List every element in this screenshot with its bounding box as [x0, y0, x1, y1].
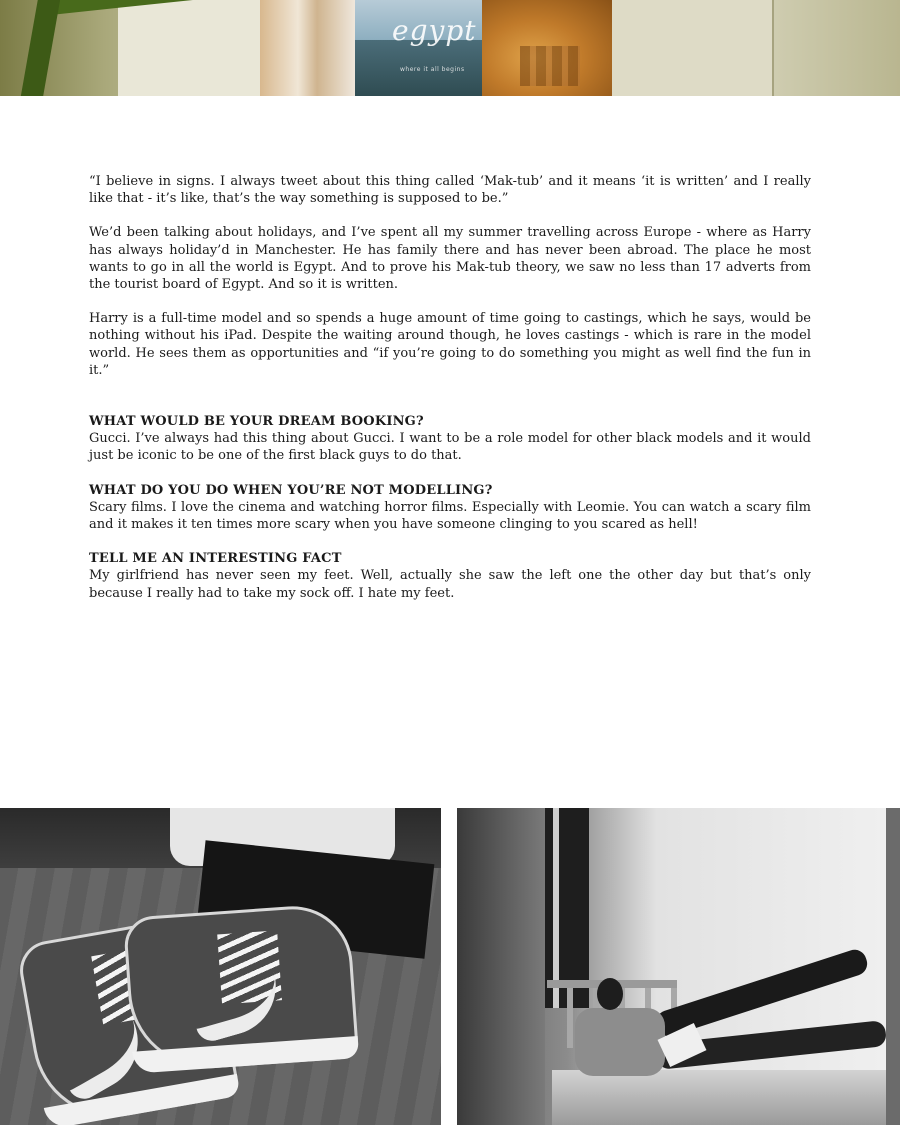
qa-answer: My girlfriend has never seen my feet. Well, actually she saw the left one the other day but that’s only because I really had to take my sock off. I hate my feet.	[89, 568, 811, 601]
qa-question: WHAT DO YOU DO WHEN YOU’RE NOT MODELLING?	[89, 482, 493, 498]
sneakers-photo	[0, 808, 441, 1125]
poster-logo: egypt	[392, 14, 477, 47]
qa-item	[89, 482, 811, 534]
article-paragraph: We’d been talking about holidays, and I’ve spent all my summer travelling across Europe - where as Harry has always holiday’d in Manchester. He has family there and has never been abroad. The place he most wants to go in all the world is Egypt. And to prove his Mak-tub theory, we saw no less than 17 adverts from the tourist board of Egypt. And so it is written.	[89, 225, 811, 293]
poster-temple	[482, 0, 612, 96]
photo-window	[545, 808, 589, 1008]
poster-people	[260, 0, 355, 96]
sneaker-right	[123, 902, 359, 1073]
swoosh-logo	[187, 972, 287, 1045]
section-spacer	[89, 396, 811, 413]
qa-item	[89, 413, 811, 465]
poster-tagline: where it all begins	[400, 66, 465, 73]
qa-question: WHAT WOULD BE YOUR DREAM BOOKING?	[89, 414, 424, 430]
person-head	[597, 978, 623, 1010]
qa-answer: Gucci. I’ve always had this thing about Gucci. I want to be a role model for other black models and it would just be iconic to be one of the first black guys to do that.	[89, 431, 811, 464]
qa-item	[89, 550, 811, 602]
bedroom-photo	[457, 808, 900, 1125]
person-body	[575, 1008, 665, 1076]
banner-panel	[118, 0, 260, 96]
egypt-poster	[260, 0, 612, 96]
qa-question: TELL ME AN INTERESTING FACT	[89, 551, 342, 567]
article-body	[89, 173, 811, 619]
article-paragraph: Harry is a full-time model and so spends a huge amount of time going to castings, which he says, would be nothing without his iPad. Despite the waiting around though, he loves castings - which is rare in the model world. He sees them as opportunities and “if you’re going to do something you might as well find the fun in it.”	[89, 311, 811, 378]
photo-bed	[552, 1070, 892, 1125]
banner-photo	[0, 0, 900, 96]
article-paragraph: “I believe in signs. I always tweet about this thing called ‘Mak-tub’ and it means ‘it is written’ and I really like that - it’s like, that’s the way something is supposed to be.”	[89, 174, 811, 207]
photo-edge	[886, 808, 900, 1125]
qa-answer: Scary films. I love the cinema and watching horror films. Especially with Leomie. You can watch a scary film and it makes it ten times more scary when you have someone clinging to you scared as hell!	[89, 499, 811, 533]
banner-panel-right	[612, 0, 774, 96]
photo-curtain	[457, 808, 545, 1125]
